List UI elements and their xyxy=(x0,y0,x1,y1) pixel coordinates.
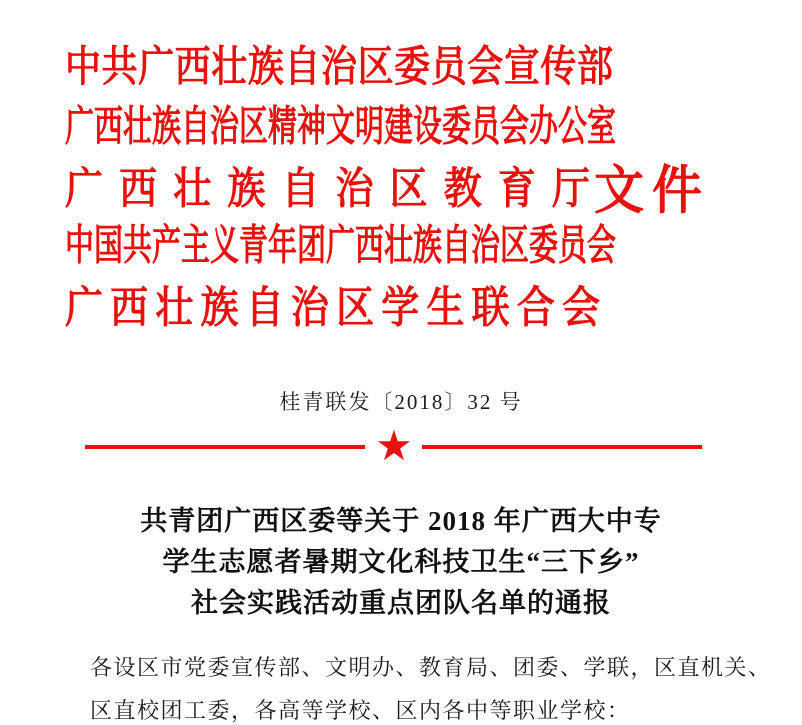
letterhead-org-line-5: 广西壮族自治区学生联合会 xyxy=(65,284,600,333)
letterhead-org-line-2: 广西壮族自治区精神文明建设委员会办公室 xyxy=(65,104,617,151)
document-title-line-2: 学生志愿者暑期文化科技卫生“三下乡” xyxy=(162,547,640,577)
letterhead-org-line-1: 中共广西壮族自治区委员会宣传部 xyxy=(65,43,613,91)
document-number: 桂青联发〔2018〕32 号 xyxy=(279,390,523,414)
divider-line-right xyxy=(422,445,702,449)
letterhead-org-line-4: 中国共产主义青年团广西壮族自治区委员会 xyxy=(65,223,617,270)
document-title-line-3: 社会实践活动重点团队名单的通报 xyxy=(191,588,611,618)
star-icon: ★ xyxy=(375,421,413,470)
letterhead-document-label: 文件 xyxy=(594,160,710,220)
body-addressee-line-2-partial: 区直校团工委，各高等学校、区内各中等职业学校： xyxy=(90,698,631,723)
document-title xyxy=(0,501,802,624)
divider-line-left xyxy=(85,445,365,449)
body-addressee-line-1: 各设区市党委宣传部、文明办、教育局、团委、学联，区直机关、 xyxy=(90,655,772,680)
document-title-line-1: 共青团广西区委等关于 2018 年广西大中专 xyxy=(140,506,662,536)
letterhead-org-line-3: 广西壮族自治区教育厅 xyxy=(65,165,590,214)
